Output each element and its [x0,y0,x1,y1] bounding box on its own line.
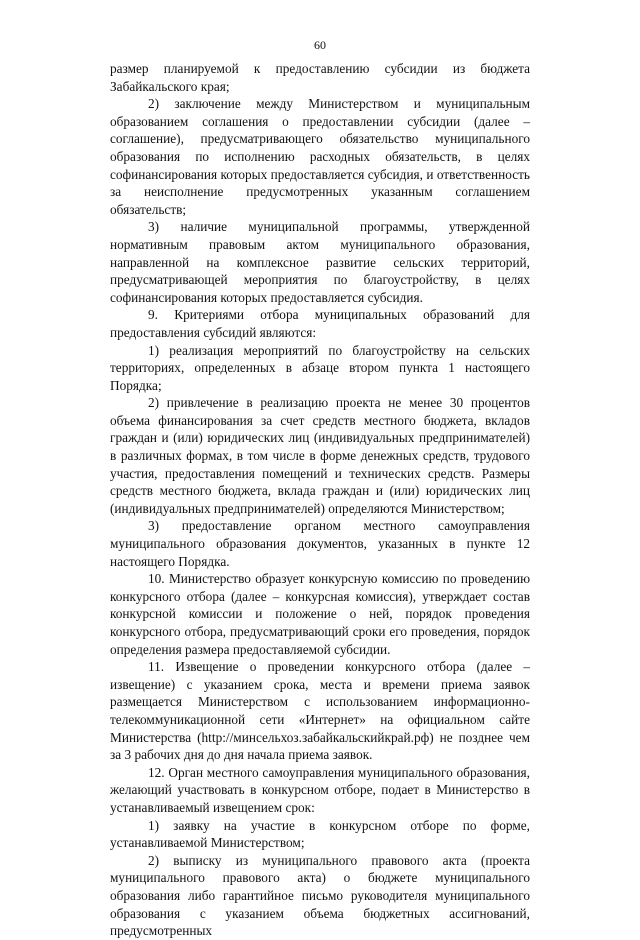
paragraph: 3) предоставление органом местного самоуправления муниципального образования документов, указанных в пункте 12 настоящего Порядка. [110,518,530,569]
document-body [110,60,530,940]
page-number: 60 [314,38,326,52]
paragraph: 11. Извещение о проведении конкурсного отбора (далее – извещение) с указанием срока, места и времени приема заявок размещается Министерством с использованием информационно-телекоммуникационной сети «Интернет» на официальном сайте Министерства (http://минсельхоз.забайкальскийкрай.рф) не позднее чем за 3 рабочих дня до дня начала приема заявок. [110,659,530,763]
paragraph: 2) заключение между Министерством и муниципальным образованием соглашения о предоставлении субсидии (далее – соглашение), предусматривающего обязательство муниципального образования по исполнению расходных обязательств, в целях софинансирования которых предоставляется субсидия, и ответственность за неисполнение предусмотренных указанным соглашением обязательств; [110,96,530,217]
paragraph: 1) заявку на участие в конкурсном отборе по форме, устанавливаемой Министерством; [110,817,530,851]
paragraph: 12. Орган местного самоуправления муниципального образования, желающий участвовать в конкурсном отборе, подает в Министерство в устанавливаемый извещением срок: [110,764,530,815]
paragraph: 10. Министерство образует конкурсную комиссию по проведению конкурсного отбора (далее – конкурсная комиссия), утверждает состав конкурсной комиссии и положение о ней, порядок проведения конкурсного отбора, предусматривающий сроки его проведения, порядок определения размера предоставляемой субсидии. [110,571,530,657]
paragraph: 2) привлечение в реализацию проекта не менее 30 процентов объема финансирования за счет средств местного бюджета, вкладов граждан и (или) юридических лиц (индивидуальных предпринимателей) в различных формах, в том числе в форме денежных средств, трудового участия, предоставления помещений и технических средств. Размеры средств местного бюджета, вклада граждан и (или) юридических лиц (индивидуальных предпринимателей) определяются Министерством; [110,395,530,516]
paragraph: 1) реализация мероприятий по благоустройству на сельских территориях, определенных в абзаце втором пункта 1 настоящего Порядка; [110,342,530,393]
paragraph: 2) выписку из муниципального правового акта (проекта муниципального правового акта) о бюджете муниципального образования либо гарантийное письмо руководителя муниципального образования с указанием объема бюджетных ассигнований, предусмотренных [110,852,530,939]
paragraph: 9. Критериями отбора муниципальных образований для предоставления субсидий являются: [110,307,530,340]
paragraph: 3) наличие муниципальной программы, утвержденной нормативным правовым актом муниципального образования, направленной на комплексное развитие сельских территорий, предусматривающей мероприятия по благоустройству, в целях софинансирования которых предоставляется субсидия. [110,219,530,305]
paragraph: размер планируемой к предоставлению субсидии из бюджета Забайкальского края; [110,61,530,94]
